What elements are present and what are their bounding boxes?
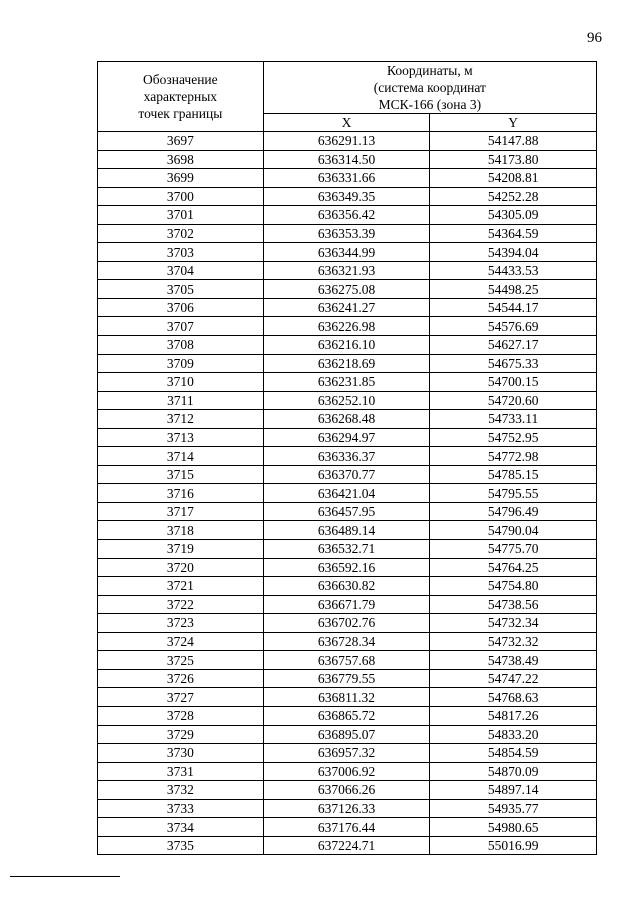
table-row [98,669,597,688]
point-number-cell: 3721 [98,577,264,596]
y-coordinate-cell: 54208.81 [430,169,597,188]
table-row [98,632,597,651]
x-coordinate-cell: 636811.32 [263,688,430,707]
table-row [98,373,597,392]
y-coordinate-cell: 55016.99 [430,836,597,855]
point-number-cell: 3728 [98,706,264,725]
point-number-cell: 3732 [98,781,264,800]
y-coordinate-cell: 54752.95 [430,428,597,447]
table-row [98,336,597,355]
x-coordinate-cell: 636702.76 [263,614,430,633]
y-coordinate-cell: 54733.11 [430,410,597,429]
x-coordinate-cell: 636252.10 [263,391,430,410]
table-row [98,280,597,299]
point-number-cell: 3726 [98,669,264,688]
y-coordinate-cell: 54768.63 [430,688,597,707]
y-coordinate-cell: 54870.09 [430,762,597,781]
table-row [98,187,597,206]
table-row [98,150,597,169]
table-row [98,762,597,781]
x-coordinate-cell: 636336.37 [263,447,430,466]
y-coordinate-cell: 54700.15 [430,373,597,392]
point-number-cell: 3697 [98,132,264,151]
table-row [98,206,597,225]
header-point-designation [98,62,264,132]
point-number-cell: 3706 [98,298,264,317]
x-coordinate-cell: 637176.44 [263,818,430,837]
table-row [98,410,597,429]
x-coordinate-cell: 636314.50 [263,150,430,169]
point-number-cell: 3730 [98,744,264,763]
x-coordinate-cell: 636291.13 [263,132,430,151]
header-x: X [263,114,430,132]
boundary-coordinates-table [97,61,597,855]
point-number-cell: 3717 [98,502,264,521]
header-coord-line: (система координат [373,80,486,95]
table-row [98,484,597,503]
y-coordinate-cell: 54764.25 [430,558,597,577]
y-coordinate-cell: 54498.25 [430,280,597,299]
table-row [98,744,597,763]
y-coordinate-cell: 54394.04 [430,243,597,262]
header-coord-line: Координаты, м [387,63,473,78]
x-coordinate-cell: 636356.42 [263,206,430,225]
x-coordinate-cell: 636231.85 [263,373,430,392]
point-number-cell: 3718 [98,521,264,540]
point-number-cell: 3733 [98,799,264,818]
table-row [98,502,597,521]
x-coordinate-cell: 636241.27 [263,298,430,317]
table-row [98,132,597,151]
y-coordinate-cell: 54544.17 [430,298,597,317]
y-coordinate-cell: 54754.80 [430,577,597,596]
x-coordinate-cell: 636275.08 [263,280,430,299]
y-coordinate-cell: 54833.20 [430,725,597,744]
y-coordinate-cell: 54173.80 [430,150,597,169]
x-coordinate-cell: 636728.34 [263,632,430,651]
table-row [98,836,597,855]
point-number-cell: 3725 [98,651,264,670]
x-coordinate-cell: 636421.04 [263,484,430,503]
footnote-rule [10,876,120,877]
y-coordinate-cell: 54854.59 [430,744,597,763]
y-coordinate-cell: 54935.77 [430,799,597,818]
x-coordinate-cell: 636321.93 [263,261,430,280]
y-coordinate-cell: 54433.53 [430,261,597,280]
table-row [98,558,597,577]
x-coordinate-cell: 636779.55 [263,669,430,688]
y-coordinate-cell: 54772.98 [430,447,597,466]
y-coordinate-cell: 54720.60 [430,391,597,410]
header-y: Y [430,114,597,132]
x-coordinate-cell: 637006.92 [263,762,430,781]
point-number-cell: 3705 [98,280,264,299]
x-coordinate-cell: 636895.07 [263,725,430,744]
table-row [98,595,597,614]
page-number: 96 [587,30,602,46]
point-number-cell: 3711 [98,391,264,410]
point-number-cell: 3727 [98,688,264,707]
x-coordinate-cell: 637224.71 [263,836,430,855]
y-coordinate-cell: 54732.32 [430,632,597,651]
point-number-cell: 3729 [98,725,264,744]
table-row [98,447,597,466]
table-row [98,781,597,800]
table-row [98,243,597,262]
point-number-cell: 3698 [98,150,264,169]
table-row [98,465,597,484]
x-coordinate-cell: 636489.14 [263,521,430,540]
table-row [98,391,597,410]
y-coordinate-cell: 54364.59 [430,224,597,243]
table-row [98,688,597,707]
x-coordinate-cell: 636268.48 [263,410,430,429]
table-row [98,706,597,725]
x-coordinate-cell: 636592.16 [263,558,430,577]
x-coordinate-cell: 636349.35 [263,187,430,206]
y-coordinate-cell: 54775.70 [430,540,597,559]
point-number-cell: 3731 [98,762,264,781]
point-number-cell: 3702 [98,224,264,243]
x-coordinate-cell: 636216.10 [263,336,430,355]
y-coordinate-cell: 54897.14 [430,781,597,800]
y-coordinate-cell: 54790.04 [430,521,597,540]
header-coordinates [263,62,596,114]
y-coordinate-cell: 54627.17 [430,336,597,355]
x-coordinate-cell: 636532.71 [263,540,430,559]
y-coordinate-cell: 54147.88 [430,132,597,151]
y-coordinate-cell: 54305.09 [430,206,597,225]
y-coordinate-cell: 54747.22 [430,669,597,688]
point-number-cell: 3701 [98,206,264,225]
point-number-cell: 3703 [98,243,264,262]
y-coordinate-cell: 54732.34 [430,614,597,633]
point-number-cell: 3715 [98,465,264,484]
table-row [98,224,597,243]
table-row [98,261,597,280]
table-row [98,614,597,633]
table-row [98,799,597,818]
y-coordinate-cell: 54785.15 [430,465,597,484]
x-coordinate-cell: 636671.79 [263,595,430,614]
point-number-cell: 3734 [98,818,264,837]
table-row [98,521,597,540]
header-point-line: точек границы [138,106,223,121]
table-row [98,540,597,559]
point-number-cell: 3720 [98,558,264,577]
x-coordinate-cell: 636353.39 [263,224,430,243]
x-coordinate-cell: 636757.68 [263,651,430,670]
point-number-cell: 3699 [98,169,264,188]
point-number-cell: 3712 [98,410,264,429]
point-number-cell: 3722 [98,595,264,614]
table-row [98,818,597,837]
table-row [98,725,597,744]
header-point-line: характерных [143,89,218,104]
table-header-row [98,62,597,114]
y-coordinate-cell: 54738.56 [430,595,597,614]
table-row [98,577,597,596]
y-coordinate-cell: 54675.33 [430,354,597,373]
table-row [98,354,597,373]
x-coordinate-cell: 636218.69 [263,354,430,373]
y-coordinate-cell: 54796.49 [430,502,597,521]
point-number-cell: 3707 [98,317,264,336]
x-coordinate-cell: 636630.82 [263,577,430,596]
x-coordinate-cell: 636294.97 [263,428,430,447]
y-coordinate-cell: 54738.49 [430,651,597,670]
table-row [98,428,597,447]
x-coordinate-cell: 636331.66 [263,169,430,188]
point-number-cell: 3714 [98,447,264,466]
x-coordinate-cell: 636370.77 [263,465,430,484]
point-number-cell: 3719 [98,540,264,559]
point-number-cell: 3710 [98,373,264,392]
point-number-cell: 3709 [98,354,264,373]
table-row [98,317,597,336]
header-coord-line: МСК-166 (зона 3) [378,97,482,112]
x-coordinate-cell: 636226.98 [263,317,430,336]
point-number-cell: 3735 [98,836,264,855]
header-point-line: Обозначение [143,72,218,87]
table-body [98,132,597,855]
point-number-cell: 3713 [98,428,264,447]
y-coordinate-cell: 54980.65 [430,818,597,837]
point-number-cell: 3704 [98,261,264,280]
x-coordinate-cell: 637066.26 [263,781,430,800]
y-coordinate-cell: 54817.26 [430,706,597,725]
table-row [98,651,597,670]
x-coordinate-cell: 636344.99 [263,243,430,262]
point-number-cell: 3723 [98,614,264,633]
y-coordinate-cell: 54252.28 [430,187,597,206]
y-coordinate-cell: 54795.55 [430,484,597,503]
x-coordinate-cell: 637126.33 [263,799,430,818]
point-number-cell: 3708 [98,336,264,355]
table-row [98,169,597,188]
x-coordinate-cell: 636865.72 [263,706,430,725]
x-coordinate-cell: 636457.95 [263,502,430,521]
x-coordinate-cell: 636957.32 [263,744,430,763]
point-number-cell: 3700 [98,187,264,206]
point-number-cell: 3724 [98,632,264,651]
y-coordinate-cell: 54576.69 [430,317,597,336]
table-row [98,298,597,317]
point-number-cell: 3716 [98,484,264,503]
